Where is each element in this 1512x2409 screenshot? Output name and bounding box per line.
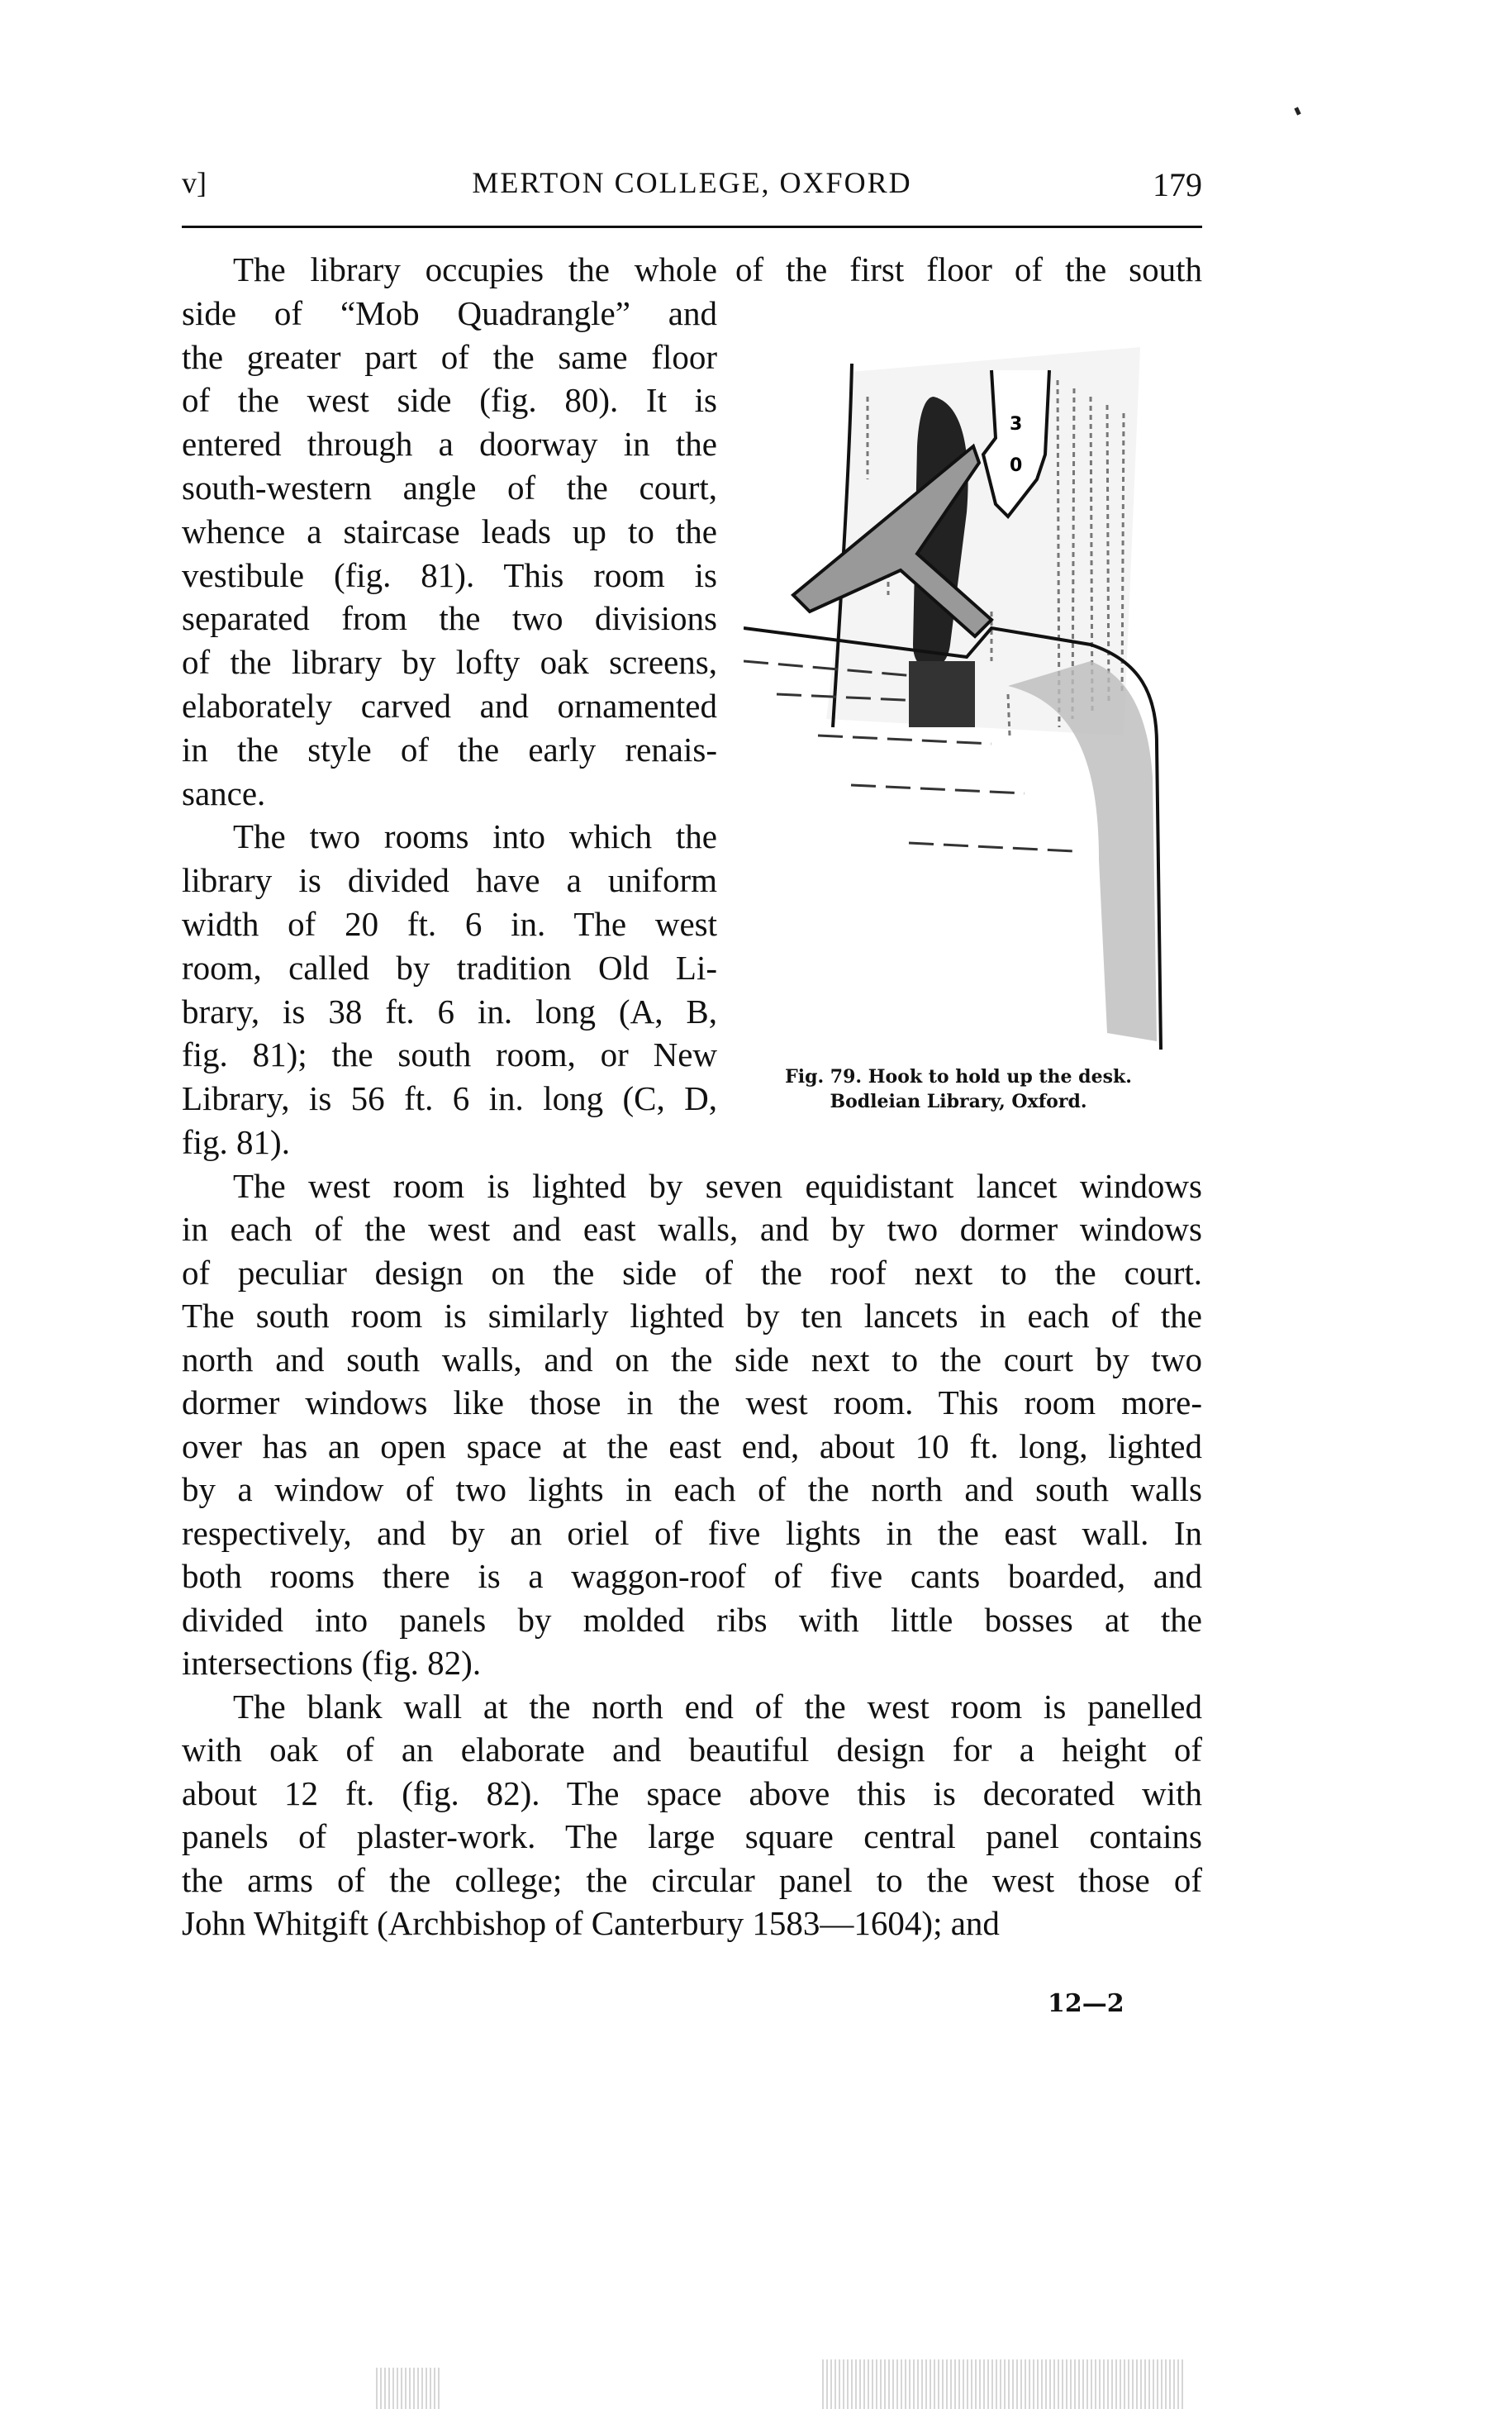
text-line: John Whitgift (Archbishop of Canterbury 1583—1604); and	[182, 1904, 1000, 1943]
text-line: dormer windows like those in the west room. This room more-	[182, 1383, 1202, 1422]
text-line: over has an open space at the east end, about 10 ft. long, lighted	[182, 1426, 1202, 1465]
text-line-tail: of the first floor of the south	[735, 250, 1202, 288]
text-line: The south room is similarly lighted by ten lancets in each of the	[182, 1297, 1202, 1335]
figure-caption-line1: Fig. 79. Hook to hold up the desk.	[785, 1066, 1132, 1088]
text-line: elaborately carved and ornamented	[182, 687, 717, 725]
running-header	[182, 165, 1202, 207]
signature-mark: 12—2	[1048, 1989, 1124, 2018]
text-line: about 12 ft. (fig. 82). The space above this is decorated with	[182, 1773, 1202, 1812]
text-line: of peculiar design on the side of the roof next to the court.	[182, 1253, 1202, 1292]
text-line: south-western angle of the court,	[182, 469, 717, 507]
figure-caption-line2: Bodleian Library, Oxford.	[830, 1091, 1087, 1112]
chapter-marker: v]	[182, 166, 207, 199]
text-line: by a window of two lights in each of the north and south walls	[182, 1470, 1202, 1509]
text-line: vestibule (fig. 81). This room is	[182, 555, 717, 594]
text-line: brary, is 38 ft. 6 in. long (A, B,	[182, 992, 717, 1031]
plate-label-top: 3	[1010, 414, 1023, 435]
text-line: panels of plaster-work. The large square central panel contains	[182, 1817, 1202, 1856]
text-line: side of “Mob Quadrangle” and	[182, 293, 717, 332]
figure-hook-illustration	[744, 347, 1173, 1050]
text-line: room, called by tradition Old Li-	[182, 948, 717, 987]
text-line: the greater part of the same floor	[182, 337, 717, 376]
text-line: the arms of the college; the circular panel to the west those of	[182, 1860, 1202, 1899]
plate-label-bottom: 0	[1010, 455, 1023, 476]
text-line: separated from the two divisions	[182, 599, 717, 638]
running-title: MERTON COLLEGE, OXFORD	[472, 166, 912, 199]
page-number: 179	[1153, 166, 1202, 203]
text-line: fig. 81); the south room, or New	[182, 1035, 717, 1074]
header-rule	[182, 226, 1202, 228]
scan-bleed-mark	[376, 2368, 442, 2409]
text-line: both rooms there is a waggon-roof of five cants boarded, and	[182, 1557, 1202, 1596]
text-line: of the library by lofty oak screens,	[182, 643, 717, 682]
staple-block	[909, 661, 975, 727]
text-line: Library, is 56 ft. 6 in. long (C, D,	[182, 1079, 717, 1118]
text-line: intersections (fig. 82).	[182, 1644, 482, 1683]
text-line: with oak of an elaborate and beautiful design for a height of	[182, 1731, 1202, 1769]
text-line: width of 20 ft. 6 in. The west	[182, 905, 717, 943]
text-line: fig. 81).	[182, 1123, 290, 1161]
scan-bleed-mark	[822, 2359, 1186, 2409]
text-line: The west room is lighted by seven equidistant lancet windows	[233, 1166, 1202, 1205]
text-line: The two rooms into which the	[233, 817, 717, 856]
text-line: library is divided have a uniform	[182, 861, 717, 900]
text-line: divided into panels by molded ribs with little bosses at the	[182, 1600, 1202, 1639]
text-line: of the west side (fig. 80). It is	[182, 381, 717, 420]
text-line: whence a staircase leads up to the	[182, 512, 717, 550]
text-line: in the style of the early renais-	[182, 730, 717, 769]
scan-speck	[1294, 107, 1300, 115]
text-line: respectively, and by an oriel of five lights in the east wall. In	[182, 1513, 1202, 1552]
text-line: north and south walls, and on the side next to the court by two	[182, 1340, 1202, 1378]
text-line: entered through a doorway in the	[182, 425, 717, 464]
text-line: The library occupies the whole	[233, 250, 717, 288]
text-line: sance.	[182, 774, 266, 812]
text-line: The blank wall at the north end of the west room is panelled	[233, 1687, 1202, 1726]
text-line: in each of the west and east walls, and by two dormer windows	[182, 1210, 1202, 1249]
